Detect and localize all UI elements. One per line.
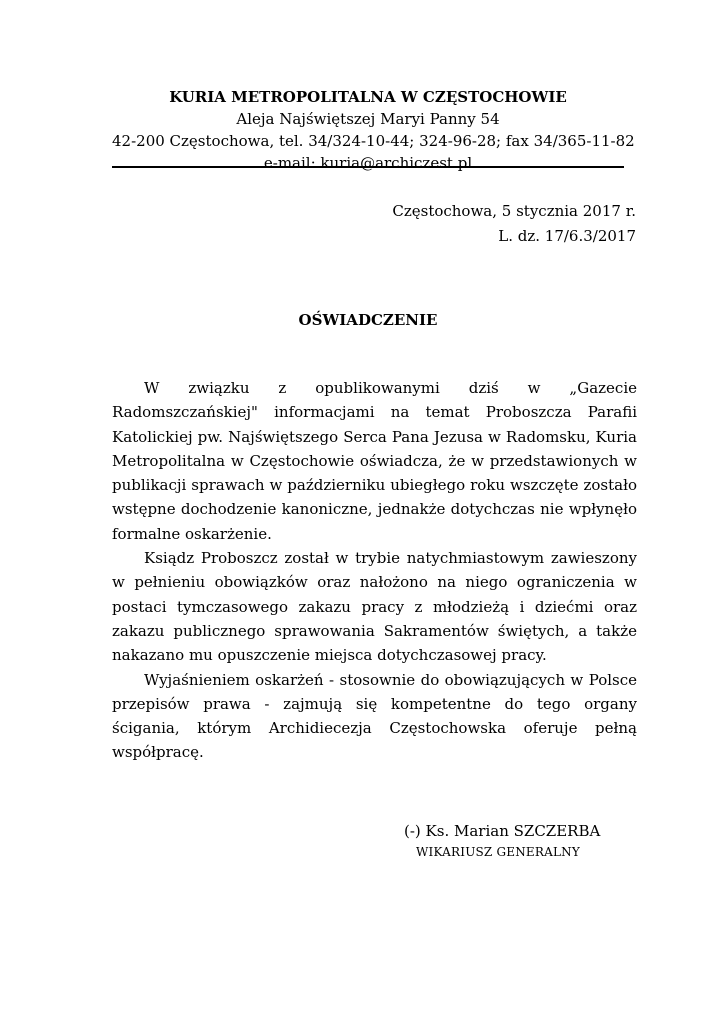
signatory-role: WIKARIUSZ GENERALNY (416, 845, 580, 859)
place-date: Częstochowa, 5 stycznia 2017 r. (392, 202, 636, 220)
letterhead (112, 86, 635, 174)
organization-name: KURIA METROPOLITALNA W CZĘSTOCHOWIE (169, 88, 567, 106)
email-line: e-mail: kuria@archiczest.pl (263, 154, 473, 172)
paragraph-1: W związku z opublikowanymi dziś w „Gazecie Radomszczańskiej" informacjami na temat Proboszcza Parafii Katolickiej pw. Najświętszego Serca Pana Jezusa w Radomsku, Kuria Metropolitalna w Częstochowie oświadcza, że w przedstawionych w publikacji sprawach w październiku ubiegłego roku wszczęte zostało wstępne dochodzenie kanoniczne, jednakże dotychczas nie wpłynęło formalne oskarżenie. (112, 379, 637, 543)
date-block (392, 199, 636, 249)
paragraph-2: Ksiądz Proboszcz został w trybie natychmiastowym zawieszony w pełnieniu obowiązków oraz nałożono na niego ograniczenia w postaci tymczasowego zakazu pracy z młodzieżą i dziećmi oraz zakazu publicznego sprawowania Sakramentów świętych, a także nakazano mu opuszczenie miejsca dotychczasowej pracy. (112, 549, 637, 665)
contact-line: 42-200 Częstochowa, tel. 34/324-10-44; 324-96-28; fax 34/365-11-82 (112, 132, 635, 150)
paragraph-3: Wyjaśnieniem oskarżeń - stosownie do obowiązujących w Polsce przepisów prawa - zajmują się kompetentne do tego organy ścigania, którym Archidiecezja Częstochowska oferuje pełną współpracę. (112, 670, 637, 762)
header-divider (112, 166, 624, 168)
statement-body (112, 376, 637, 765)
document-title: OŚWIADCZENIE (298, 311, 438, 329)
signatory-name: (-) Ks. Marian SZCZERBA (404, 822, 601, 840)
street-address: Aleja Najświętszej Maryi Panny 54 (236, 110, 500, 128)
reference-number: L. dz. 17/6.3/2017 (498, 227, 636, 245)
signature-block (404, 820, 600, 862)
